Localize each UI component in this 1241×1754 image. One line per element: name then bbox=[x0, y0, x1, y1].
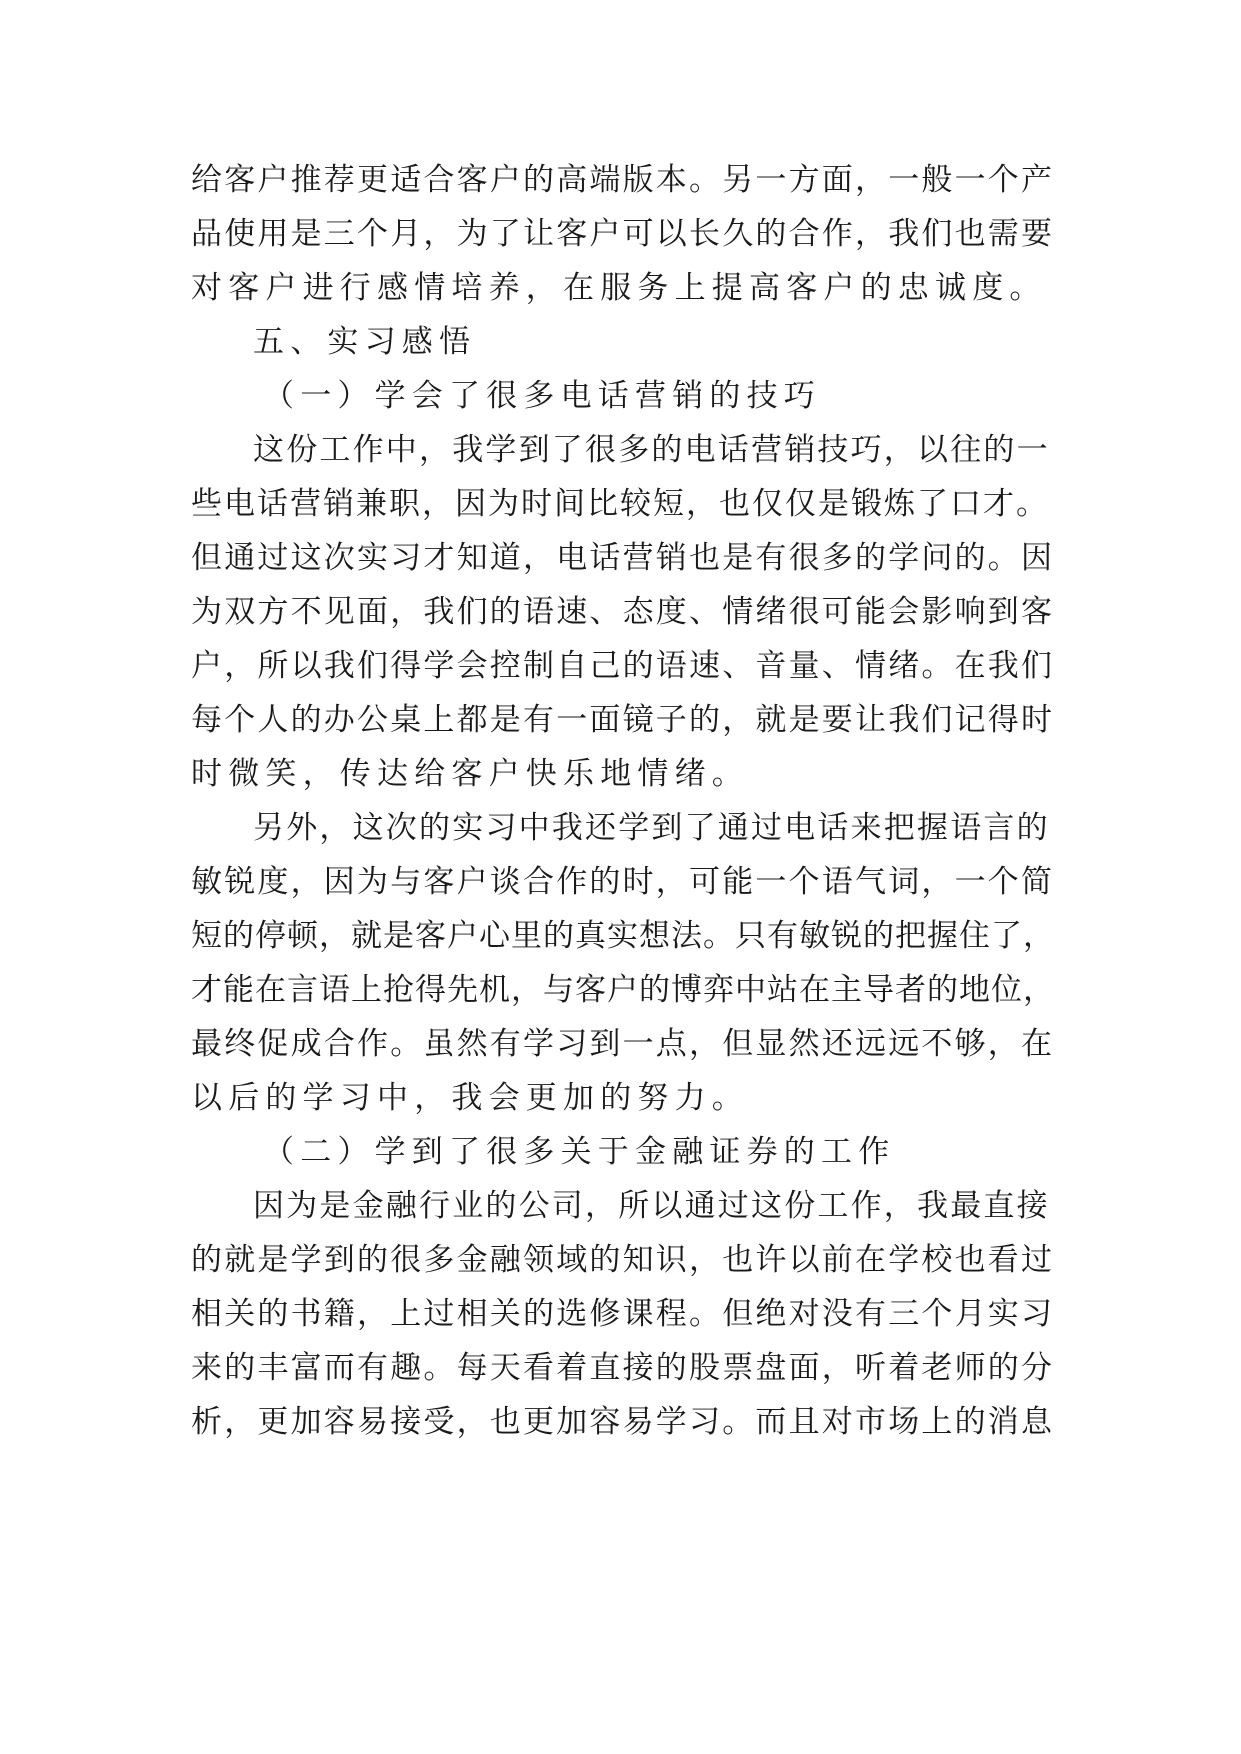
text-line-15: 短的停顿，就是客户心里的真实想法。只有敏锐的把握住了， bbox=[191, 918, 1055, 954]
text-line-16: 才能在言语上抢得先机，与客户的博弈中站在主导者的地位， bbox=[191, 972, 1055, 1008]
document-body bbox=[191, 153, 1061, 1449]
text-line-24: 析，更加容易接受，也更加容易学习。而且对市场上的消息 bbox=[191, 1404, 1055, 1440]
text-line-14: 敏锐度，因为与客户谈合作的时，可能一个语气词，一个简 bbox=[191, 864, 1055, 900]
text-line-1: 给客户推荐更适合客户的高端版本。另一方面，一般一个产 bbox=[191, 162, 1055, 198]
text-line-23: 来的丰富而有趣。每天看着直接的股票盘面，听着老师的分 bbox=[191, 1350, 1055, 1386]
subsection-heading-2: （二）学到了很多关于金融证券的工作 bbox=[263, 1134, 896, 1170]
text-line-3: 对客户进行感情培养，在服务上提高客户的忠诚度。 bbox=[191, 270, 1047, 306]
text-line-17: 最终促成合作。虽然有学习到一点，但显然还远远不够，在 bbox=[191, 1026, 1055, 1062]
text-line-7: 些电话营销兼职，因为时间比较短，也仅仅是锻炼了口才。 bbox=[191, 486, 1049, 522]
text-line-12: 时微笑，传达给客户快乐地情绪。 bbox=[191, 756, 749, 792]
section-heading: 五、实习感悟 bbox=[253, 324, 477, 360]
subsection-heading-1: （一）学会了很多电话营销的技巧 bbox=[263, 378, 821, 414]
text-line-22: 相关的书籍，上过相关的选修课程。但绝对没有三个月实习 bbox=[191, 1296, 1055, 1332]
text-line-21: 的就是学到的很多金融领域的知识，也许以前在学校也看过 bbox=[191, 1242, 1055, 1278]
text-line-2: 品使用是三个月，为了让客户可以长久的合作，我们也需要 bbox=[191, 216, 1055, 252]
text-line-6: 这份工作中，我学到了很多的电话营销技巧，以往的一 bbox=[253, 432, 1050, 468]
text-line-8: 但通过这次实习才知道，电话营销也是有很多的学问的。因 bbox=[191, 540, 1055, 576]
text-line-10: 户，所以我们得学会控制自己的语速、音量、情绪。在我们 bbox=[191, 648, 1055, 684]
text-line-9: 为双方不见面，我们的语速、态度、情绪很可能会影响到客 bbox=[191, 594, 1055, 630]
text-line-13: 另外，这次的实习中我还学到了通过电话来把握语言的 bbox=[253, 810, 1050, 846]
text-line-11: 每个人的办公桌上都是有一面镜子的，就是要让我们记得时 bbox=[191, 702, 1055, 738]
text-line-18: 以后的学习中，我会更加的努力。 bbox=[191, 1080, 749, 1116]
text-line-20: 因为是金融行业的公司，所以通过这份工作，我最直接 bbox=[253, 1188, 1050, 1224]
